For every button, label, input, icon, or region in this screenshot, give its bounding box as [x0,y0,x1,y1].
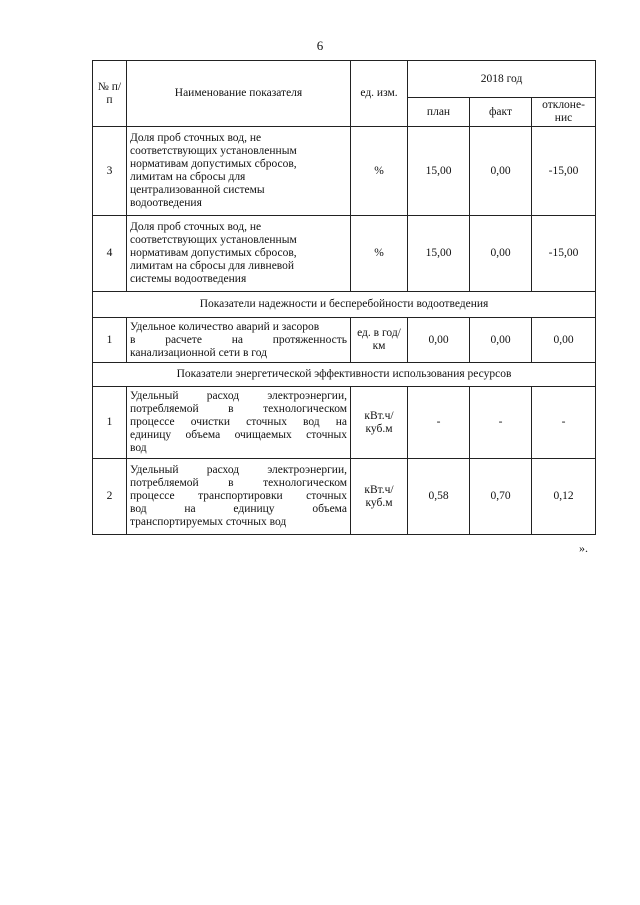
row-deviation: 0,00 [532,318,596,363]
row-deviation: -15,00 [532,127,596,216]
name-line: потребляемой в технологическом [130,477,347,489]
name-line: соответствующих установленным [130,234,297,246]
row-name [127,318,351,363]
header-num: № п/п [93,61,127,127]
row-plan: 0,58 [408,459,470,535]
name-line: Доля проб сточных вод, не [130,221,262,233]
name-line: соответствующих установленным [130,145,297,157]
row-fact: 0,00 [470,127,532,216]
page-number: 6 [316,38,324,53]
indicators-table [92,60,596,535]
row-deviation: 0,12 [532,459,596,535]
header-year: 2018 год [408,61,596,98]
row-plan: 15,00 [408,127,470,216]
row-plan: 0,00 [408,318,470,363]
row-num: 2 [93,459,127,535]
table-row [93,127,596,216]
row-unit: кВт.ч/ куб.м [351,387,408,459]
name-line: Доля проб сточных вод, не [130,132,262,144]
section-title: Показатели энергетической эффективности использования ресурсов [93,363,596,387]
row-unit: % [351,127,408,216]
table-row [93,387,596,459]
row-unit: кВт.ч/ куб.м [351,459,408,535]
row-name [127,127,351,216]
header-row-1 [93,61,596,98]
closing-quote: ». [579,541,588,555]
row-num: 1 [93,318,127,363]
row-fact: 0,00 [470,216,532,292]
section-header-energy [93,363,596,387]
table-row [93,216,596,292]
row-unit: % [351,216,408,292]
name-line: Удельный расход электроэнергии, [130,390,347,402]
header-fact: факт [470,98,532,127]
name-line: процессе очистки сточных вод на [130,416,347,428]
name-line: нормативам допустимых сбросов, [130,158,297,170]
row-deviation: -15,00 [532,216,596,292]
header-name: Наименование показателя [127,61,351,127]
table-row [93,318,596,363]
row-plan: 15,00 [408,216,470,292]
name-line: централизованной системы [130,184,265,196]
header-deviation: отклоне- нис [532,98,596,127]
row-plan: - [408,387,470,459]
name-line: водоотведения [130,197,202,209]
row-name [127,459,351,535]
name-line: системы водоотведения [130,273,247,285]
header-unit: ед. изм. [351,61,408,127]
row-num: 4 [93,216,127,292]
name-line: вод на единицу объема [130,503,347,515]
row-name [127,216,351,292]
row-num: 1 [93,387,127,459]
name-line: лимитам на сбросы для ливневой [130,260,295,272]
row-fact: - [470,387,532,459]
name-line: единицу объема очищаемых сточных [130,429,347,441]
row-num: 3 [93,127,127,216]
row-unit: ед. в год/ км [351,318,408,363]
table-row [93,459,596,535]
header-plan: план [408,98,470,127]
name-line: Удельный расход электроэнергии, [130,464,347,476]
name-line: Удельное количество аварий и засоров [130,320,320,333]
name-line: в расчете на протяженность [130,333,347,346]
name-line: нормативам допустимых сбросов, [130,247,297,259]
section-title: Показатели надежности и бесперебойности водоотведения [93,292,596,318]
name-line: канализационной сети в год [130,346,267,359]
name-line: вод [130,442,147,454]
name-line: потребляемой в технологическом [130,403,347,415]
row-name [127,387,351,459]
section-header-reliability [93,292,596,318]
row-deviation: - [532,387,596,459]
name-line: лимитам на сбросы для [130,171,246,183]
name-line: транспортируемых сточных вод [130,516,287,528]
row-fact: 0,70 [470,459,532,535]
name-line: процессе транспортировки сточных [130,490,347,502]
row-fact: 0,00 [470,318,532,363]
